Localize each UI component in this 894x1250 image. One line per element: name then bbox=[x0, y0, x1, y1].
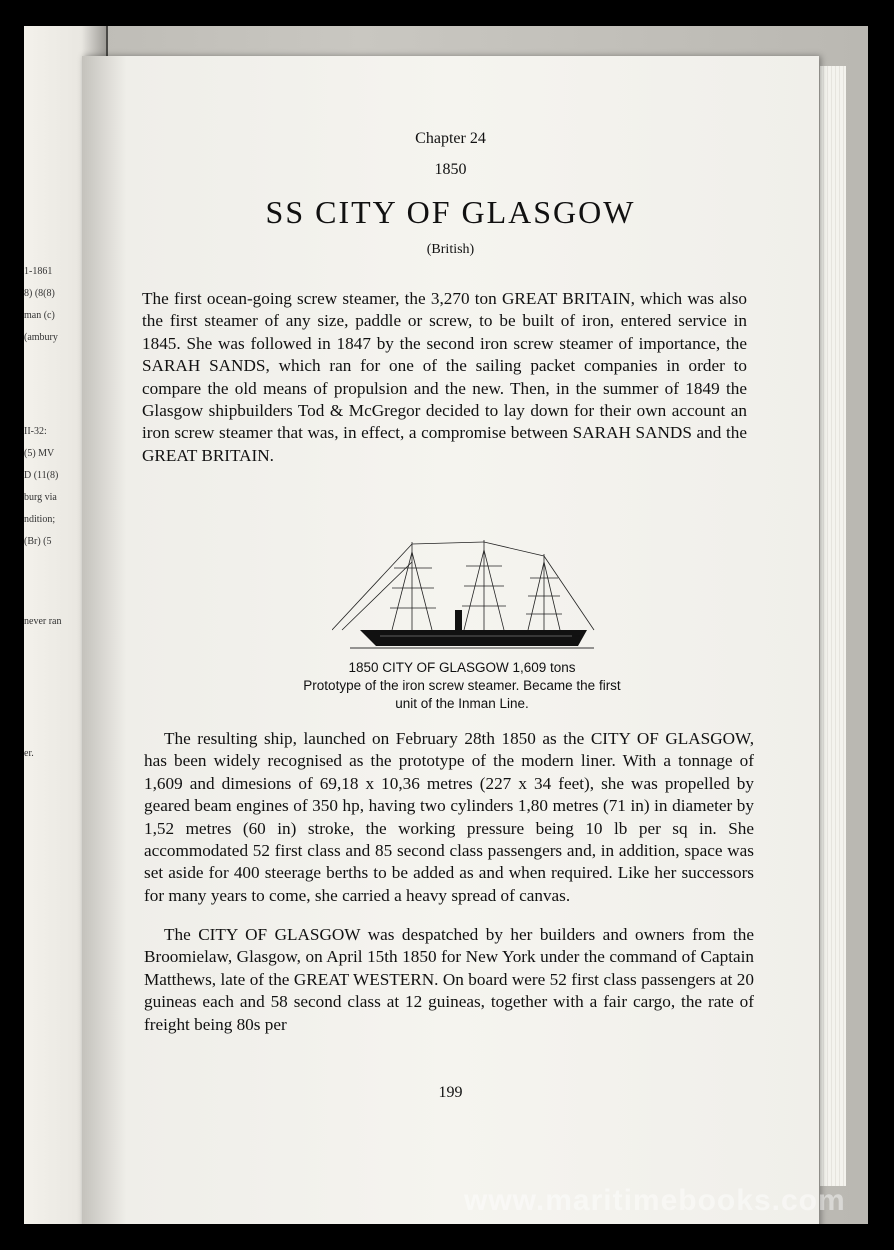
page-number: 199 bbox=[438, 1084, 463, 1101]
book-page bbox=[82, 56, 819, 1224]
margin-fragment: never ran bbox=[24, 616, 62, 627]
margin-fragment: man (c) bbox=[24, 310, 55, 321]
illustration-caption bbox=[252, 659, 672, 713]
margin-fragment: (ambury bbox=[24, 332, 58, 343]
margin-fragment: 8) (8(8) bbox=[24, 288, 55, 299]
margin-fragment: D (11(8) bbox=[24, 470, 59, 481]
sailing-steamship-icon bbox=[332, 532, 602, 652]
chapter-title: SS CITY OF GLASGOW bbox=[265, 194, 636, 230]
paragraph-intro: The first ocean-going screw steamer, the 3,270 ton GREAT BRITAIN, which was also the first steamer of any size, paddle or screw, to be built of iron, entered service in 1845. She was followed in 1847 by the second iron screw steamer of importance, the SARAH SANDS, which ran for one of the sailing packet companies in order to compare the old means of propulsion and the new. Then, in the summer of 1849 the Glasgow shipbuilders Tod & McGregor decided to lay down for their own account an iron screw steamer that was, in effect, a compromise between SARAH SANDS and the GREAT BRITAIN. bbox=[142, 289, 747, 465]
caption-line: 1850 CITY OF GLASGOW 1,609 tons bbox=[348, 660, 576, 675]
paragraph-maiden-voyage: The CITY OF GLASGOW was despatched by her builders and owners from the Broomielaw, Glasgow, on April 15th 1850 for New York under the command of Captain Matthews, late of the GREAT WESTERN. On board were 52 first class passengers at 20 guineas each and 58 second class at 12 guineas, together with a fair cargo, the rate of freight being 80s per bbox=[144, 925, 754, 1034]
paragraph-ship-details: The resulting ship, launched on February 28th 1850 as the CITY OF GLASGOW, has been widely recognised as the prototype of the modern liner. With a tonnage of 1,609 and dimesions of 69,18 x 10,36 metres (227 x 34 feet), she was propelled by geared beam engines of 350 hp, having two cylinders 1,80 metres (71 in) in diameter by 1,52 metres (60 in) stroke, the working pressure being 10 lb per sq in. She accommodated 52 first class and 85 second class passengers and, in addition, space was set aside for 400 steerage berths to be added as and when required. Like her successors for many years to come, she carried a heavy spread of canvas. bbox=[144, 729, 754, 905]
chapter-year: 1850 bbox=[434, 161, 467, 178]
margin-fragment: ndition; bbox=[24, 514, 56, 525]
chapter-subtitle: (British) bbox=[426, 242, 475, 257]
book-photo bbox=[24, 26, 868, 1224]
page-edges bbox=[820, 66, 846, 1186]
margin-fragment: (Br) (5 bbox=[24, 536, 52, 547]
caption-line: unit of the Inman Line. bbox=[395, 696, 529, 711]
margin-fragment: (5) MV bbox=[24, 448, 55, 459]
margin-fragment: er. bbox=[24, 748, 34, 759]
chapter-label: Chapter 24 bbox=[415, 130, 486, 147]
watermark: www.maritimebooks.com bbox=[464, 1184, 846, 1217]
margin-fragment: burg via bbox=[24, 492, 57, 503]
caption-line: Prototype of the iron screw steamer. Became the first bbox=[303, 678, 621, 693]
margin-fragment: II-32: bbox=[24, 426, 47, 437]
margin-fragment: 1-1861 bbox=[24, 266, 53, 277]
